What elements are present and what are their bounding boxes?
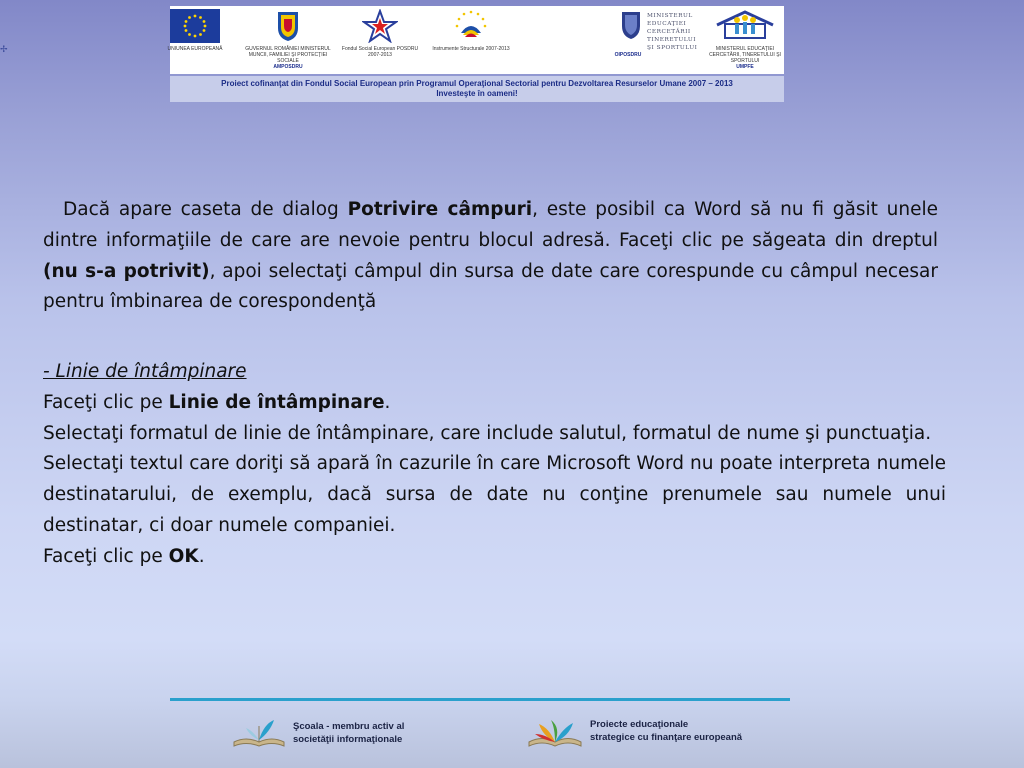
- instrumente-caption: Instrumente Structurale 2007-2013: [432, 46, 510, 52]
- eu-caption: UNIUNEA EUROPEANĂ: [167, 46, 223, 52]
- step-4: Faceţi clic pe OK.: [43, 545, 205, 567]
- greeting-line-section: [43, 357, 946, 573]
- umpfe-caption: MINISTERUL EDUCAŢIEI CERCETĂRII, TINERETULUI ŞI SPORTULUI UMPFE: [709, 46, 781, 70]
- cofinancing-banner: [170, 76, 784, 102]
- section-heading: - Linie de întâmpinare: [43, 361, 247, 382]
- footer-left-text: Şcoala - membru activ al societăţii informaţionale: [293, 721, 405, 745]
- eu-flag-icon: [170, 9, 220, 48]
- step-1-bold: Linie de întâmpinare: [168, 391, 385, 413]
- house-people-logo-icon: [713, 9, 777, 46]
- open-book-icon: [230, 718, 288, 755]
- step-3: Selectaţi textul care doriţi să apară în cazurile în care Microsoft Word nu poate interpreta numele destinatarului, de exemplu, dacă sursa de date nu conţine prenumele sau numele unui destinatar, ci doar numele companiei.: [43, 453, 946, 536]
- logo-strip: [167, 6, 784, 74]
- colorful-book-icon: [525, 718, 585, 755]
- fse-caption: Fondul Social European POSDRU 2007-2013: [341, 46, 419, 58]
- step-1: Faceţi clic pe Linie de întâmpinare.: [43, 391, 391, 413]
- romania-coat-of-arms-icon: [275, 8, 301, 47]
- step-4-bold: OK: [168, 545, 199, 567]
- government-caption: GUVERNUL ROMÂNIEI MINISTERUL MUNCII, FAMILIEI ŞI PROTECŢIEI SOCIALE AMPOSDRU: [245, 46, 331, 70]
- intro-text-2: , este posibil ca Word să nu fi găsit unele dintre informaţiile de care are nevoie pentru blocul adresă. Faceţi clic pe săgeata din dreptul: [43, 199, 938, 251]
- footer-right-text: Proiecte educaţionale strategice cu finanţare europeană: [590, 719, 743, 743]
- ministry-wordmark: MINISTERUL EDUCAŢIEI CERCETĂRII TINERETULUI ŞI SPORTULUI: [647, 13, 698, 51]
- fse-star-logo-icon: [362, 9, 398, 48]
- intro-bold-2: (nu s-a potrivit): [43, 260, 210, 282]
- intro-bold-1: Potrivire câmpuri: [347, 199, 533, 220]
- banner-line-1: Proiect cofinanţat din Fondul Social European prin Programul Operaţional Sectorial pentru Dezvoltarea Resurselor Umane 2007 – 2013: [221, 79, 733, 88]
- oiposdru-caption: OIPOSDRU: [614, 52, 642, 58]
- intro-text-1: Dacă apare caseta de dialog: [63, 199, 348, 220]
- step-2: Selectaţi formatul de linie de întâmpinare, care include salutul, formatul de nume şi punctuaţia.: [43, 422, 932, 444]
- instrumente-structurale-logo-icon: [453, 9, 489, 48]
- footer-rule: [170, 698, 790, 701]
- ministry-crest-icon: [620, 10, 642, 45]
- slide-marker-icon: ✢: [0, 44, 8, 54]
- intro-text-3: , apoi selectaţi câmpul din sursa de date care corespunde cu câmpul necesar pentru îmbinarea de corespondenţă: [43, 260, 938, 313]
- banner-line-2: Investeşte în oameni!: [436, 89, 518, 98]
- intro-paragraph: [43, 195, 938, 318]
